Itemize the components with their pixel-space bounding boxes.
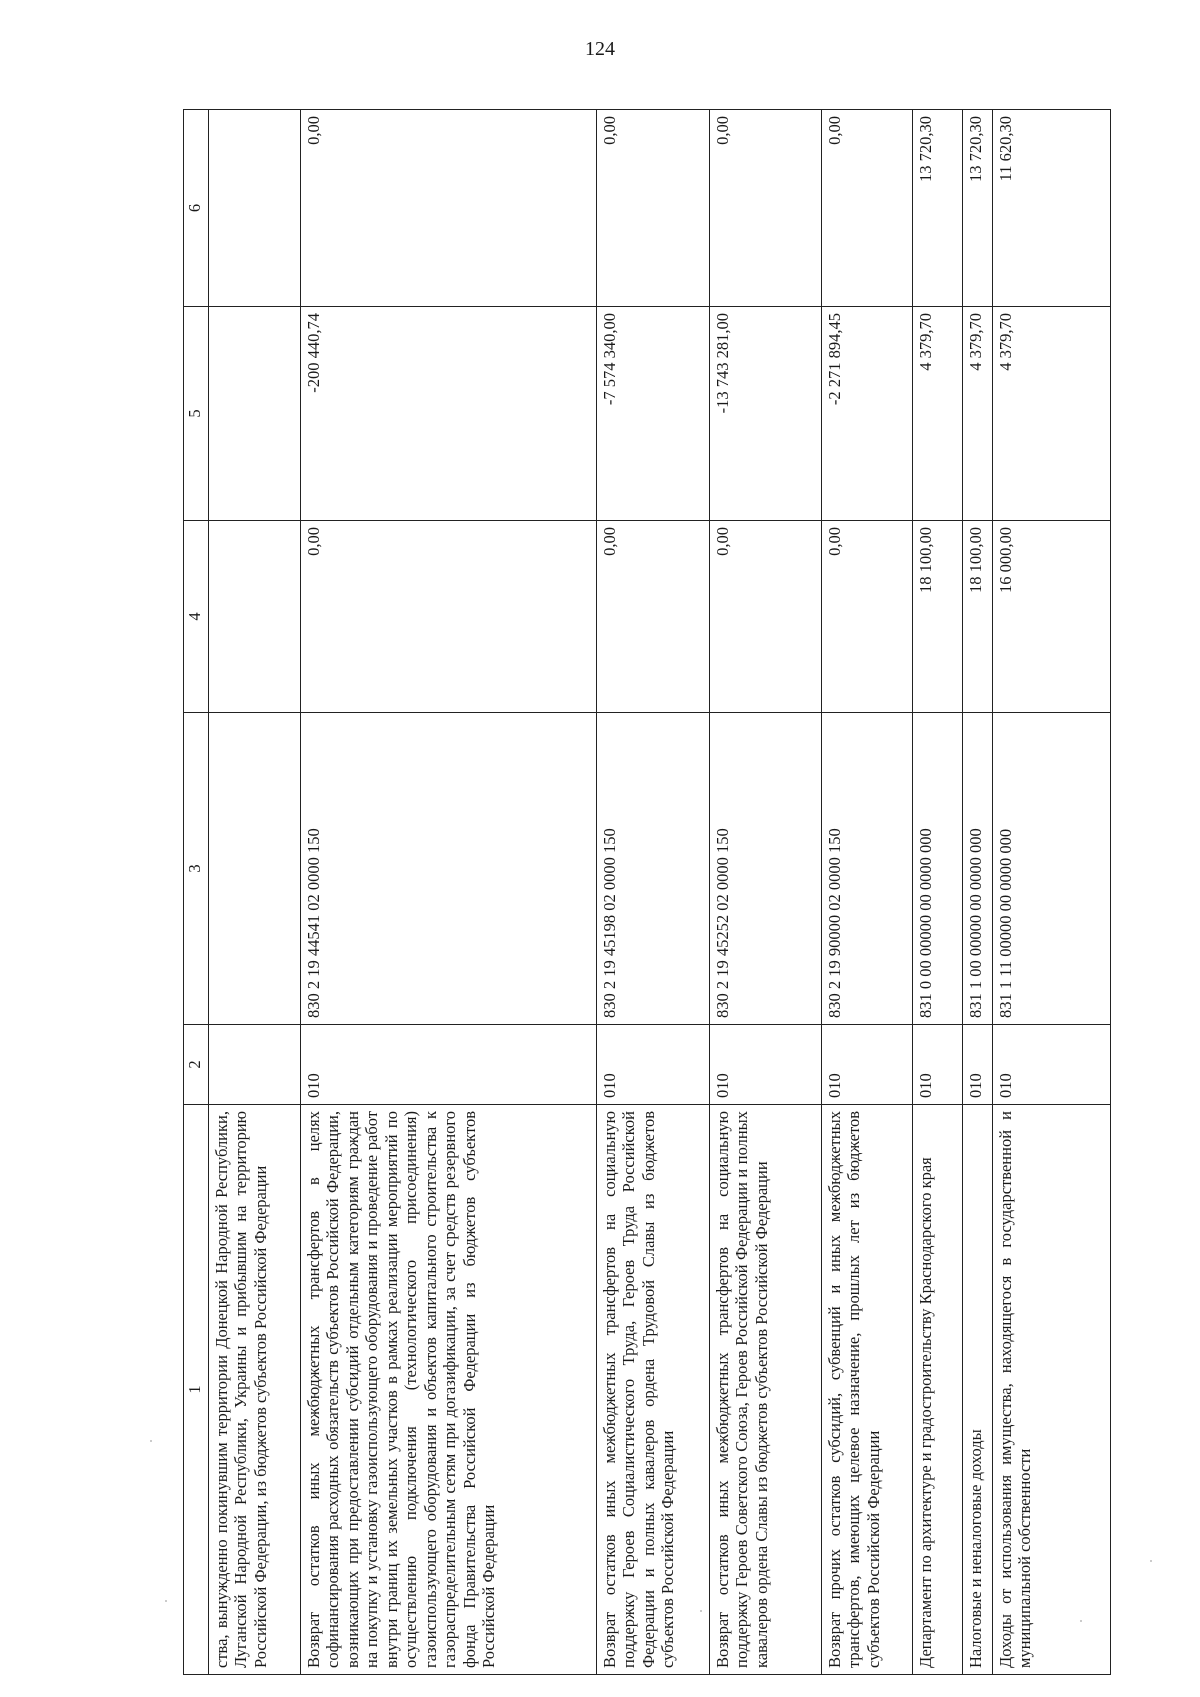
row-col6: 11 620,30 [993,110,1111,307]
row-name: Налоговые и неналоговые доходы [963,1105,993,1675]
table-row [209,110,301,1675]
row-col5: -2 271 894,45 [822,307,913,521]
row-name: Возврат остатков иных межбюджетных трансфертов в целях софинансирования расходных обязательств субъектов Российской Федерации, возникающих при предоставлении субсидий отдельным категориям граждан на покупку и установку газоиспользующего оборудования и проведение работ внутри границ их земельных участков в рамках реализации мероприятий по осуществлению подключения (технологического присоединения) газоиспользующего оборудования и объектов капитального строительства к газораспределительным сетям при догазификации, за счет средств резервного фонда Правительства Российской Федерации из бюджетов субъектов Российской Федерации [301,1105,597,1675]
scan-speck [165,1600,167,1602]
row-col6: 0,00 [822,110,913,307]
row-kbk: 831 0 00 00000 00 0000 000 [913,713,963,1025]
row-col5: 4 379,70 [993,307,1111,521]
table-row [993,110,1111,1675]
row-code: 010 [597,1025,710,1105]
row-kbk: 830 2 19 45252 02 0000 150 [710,713,822,1025]
row-col6: 0,00 [301,110,597,307]
row-col5 [209,307,301,521]
table-row [822,110,913,1675]
scan-speck [1150,1560,1152,1562]
row-col4: 16 000,00 [993,521,1111,713]
row-col4 [209,521,301,713]
row-kbk: 830 2 19 44541 02 0000 150 [301,713,597,1025]
table-row [301,110,597,1675]
row-code: 010 [913,1025,963,1105]
row-col6 [209,110,301,307]
row-col4: 0,00 [710,521,822,713]
row-code: 010 [963,1025,993,1105]
row-col4: 18 100,00 [913,521,963,713]
table-row [913,110,963,1675]
row-kbk: 831 1 11 00000 00 0000 000 [993,713,1111,1025]
row-name: Департамент по архитектуре и градостроительству Краснодарского края [913,1105,963,1675]
row-col6: 0,00 [710,110,822,307]
row-col4: 0,00 [822,521,913,713]
table-row [710,110,822,1675]
row-col5: 4 379,70 [913,307,963,521]
header-row [184,110,209,1675]
row-col6: 0,00 [597,110,710,307]
row-kbk [209,713,301,1025]
row-name: Возврат остатков иных межбюджетных трансфертов на социальную поддержку Героев Советского Союза, Героев Российской Федерации и полных кавалеров ордена Славы из бюджетов субъектов Российской Федерации [710,1105,822,1675]
scan-speck [1080,1620,1082,1622]
row-code: 010 [710,1025,822,1105]
row-kbk: 830 2 19 90000 02 0000 150 [822,713,913,1025]
table-row [963,110,993,1675]
row-col5: 4 379,70 [963,307,993,521]
rotated-table-container [183,110,1111,1675]
row-name: ства, вынужденно покинувшим территории Донецкой Народной Республики, Луганской Народной Республики, Украины и прибывшим на территорию Российской Федерации, из бюджетов субъектов Российской Федерации [209,1105,301,1675]
header-col-4: 4 [184,521,209,713]
table-row [597,110,710,1675]
row-col4: 0,00 [301,521,597,713]
header-col-5: 5 [184,307,209,521]
row-code: 010 [993,1025,1111,1105]
header-col-1: 1 [184,1105,209,1675]
page-number: 124 [585,38,615,60]
row-col6: 13 720,30 [963,110,993,307]
row-col4: 18 100,00 [963,521,993,713]
header-col-3: 3 [184,713,209,1025]
row-col6: 13 720,30 [913,110,963,307]
row-col5: -200 440,74 [301,307,597,521]
row-kbk: 831 1 00 00000 00 0000 000 [963,713,993,1025]
scan-speck [700,1610,702,1612]
row-code [209,1025,301,1105]
row-name: Возврат остатков иных межбюджетных трансфертов на социальную поддержку Героев Социалистического Труда, Героев Труда Российской Федерации и полных кавалеров ордена Трудовой Славы из бюджетов субъектов Российской Федерации [597,1105,710,1675]
row-col5: -13 743 281,00 [710,307,822,521]
row-code: 010 [301,1025,597,1105]
row-col4: 0,00 [597,521,710,713]
row-code: 010 [822,1025,913,1105]
row-col5: -7 574 340,00 [597,307,710,521]
scan-speck [150,1440,152,1442]
header-col-2: 2 [184,1025,209,1105]
header-col-6: 6 [184,110,209,307]
report-table [183,109,1111,1675]
row-kbk: 830 2 19 45198 02 0000 150 [597,713,710,1025]
row-name: Возврат прочих остатков субсидий, субвенций и иных межбюджетных трансфертов, имеющих целевое назначение, прошлых лет из бюджетов субъектов Российской Федерации [822,1105,913,1675]
row-name: Доходы от использования имущества, находящегося в государственной и муниципальной собственности [993,1105,1111,1675]
